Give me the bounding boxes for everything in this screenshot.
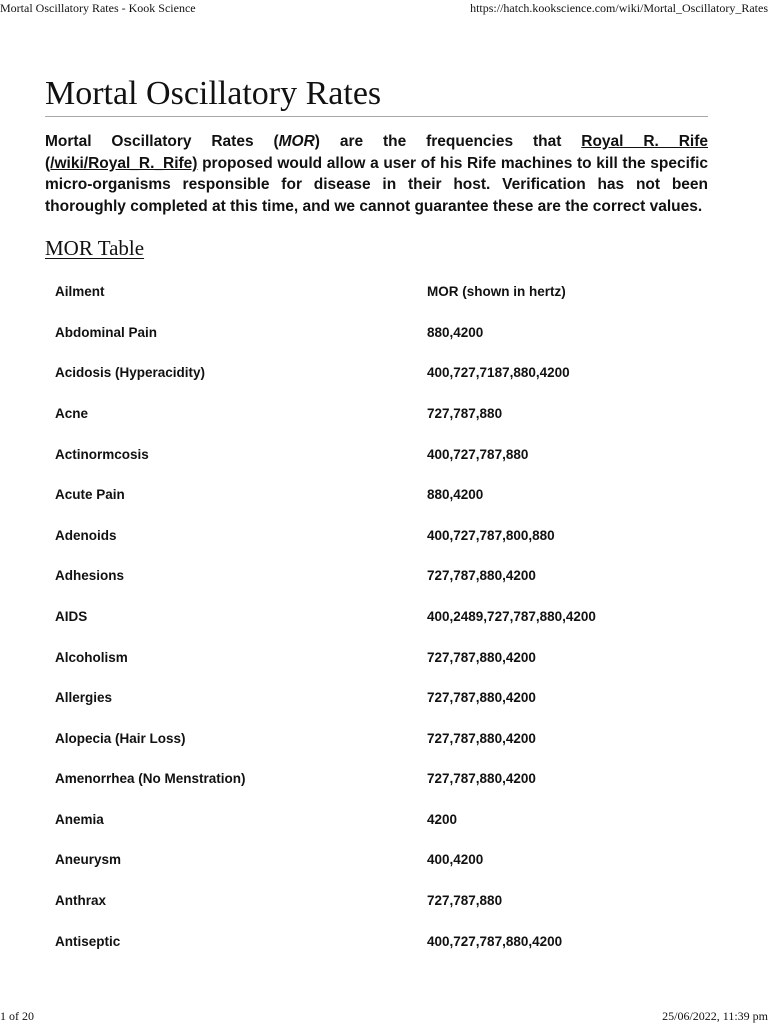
mor-frequency-cell: 400,727,7187,880,4200 [427,365,570,381]
ailment-cell: Actinormcosis [55,446,149,462]
table-row [45,312,708,353]
table-row [45,759,708,800]
mor-frequency-cell: 400,4200 [427,852,484,868]
table-row [45,840,708,881]
print-header-title: Mortal Oscillatory Rates - Kook Science [0,1,196,15]
table-row [45,718,708,759]
mor-table-body [45,312,708,962]
table-row [45,921,708,962]
mor-frequency-cell: 727,787,880 [427,405,503,421]
ailment-cell: Antiseptic [55,933,121,949]
intro-abbreviation: MOR [278,133,315,150]
page-number: 1 of 20 [0,1009,34,1023]
ailment-cell: Allergies [55,690,113,706]
column-header-mor: MOR (shown in hertz) [427,284,566,300]
intro-paragraph [45,131,708,217]
page-title: Mortal Oscillatory Rates [45,74,708,117]
ailment-cell: Alopecia (Hair Loss) [55,730,186,746]
mor-frequency-cell: 400,727,787,880 [427,446,529,462]
mor-frequency-cell: 400,2489,727,787,880,4200 [427,608,596,624]
mor-frequency-cell: 880,4200 [427,487,484,503]
table-header-row [45,271,708,312]
print-datetime: 25/06/2022, 11:39 pm [662,1009,768,1023]
mor-frequency-cell: 880,4200 [427,324,484,340]
table-row [45,596,708,637]
print-footer [0,1008,768,1024]
table-row [45,434,708,475]
mor-frequency-cell: 727,787,880,4200 [427,568,536,584]
table-row [45,393,708,434]
ailment-cell: Anemia [55,811,104,827]
table-row [45,799,708,840]
table-row [45,556,708,597]
article-content [45,74,708,961]
ailment-cell: Amenorrhea (No Menstration) [55,771,246,787]
section-title-mor-table [45,235,708,261]
print-header [0,0,768,16]
mor-frequency-cell: 727,787,880,4200 [427,771,536,787]
intro-text-2: ) are the frequencies that [314,133,582,150]
ailment-cell: AIDS [55,608,88,624]
mor-frequency-cell: 727,787,880,4200 [427,730,536,746]
ailment-cell: Anthrax [55,893,107,909]
table-row [45,880,708,921]
ailment-cell: Acne [55,405,89,421]
ailment-cell: Acute Pain [55,487,125,503]
ailment-cell: Adenoids [55,527,117,543]
mor-frequency-cell: 727,787,880 [427,893,503,909]
table-row [45,474,708,515]
mor-frequency-cell: 727,787,880,4200 [427,649,536,665]
table-row [45,353,708,394]
mor-frequency-cell: 400,727,787,880,4200 [427,933,563,949]
table-row [45,677,708,718]
ailment-cell: Adhesions [55,568,125,584]
mor-table [45,271,708,961]
royal-rife-link[interactable]: Royal R. Rife (/wiki/Royal_R._Rife) [45,133,709,172]
mor-frequency-cell: 4200 [427,811,458,827]
section-title-text: MOR Table [45,236,145,261]
ailment-cell: Alcoholism [55,649,128,665]
intro-text-1: Mortal Oscillatory Rates ( [45,133,279,150]
ailment-cell: Abdominal Pain [55,324,158,340]
table-row [45,637,708,678]
table-row [45,515,708,556]
intro-text-3: proposed would allow a user of his Rife machines to kill the specific micro-organisms responsible for disease in their host. Verification has not been thoroughly completed at this time, and we cannot guarantee these are the correct values. [45,154,708,215]
print-header-url: https://hatch.kookscience.com/wiki/Mortal_Oscillatory_Rates [470,1,768,15]
mor-frequency-cell: 727,787,880,4200 [427,690,536,706]
mor-frequency-cell: 400,727,787,800,880 [427,527,555,543]
ailment-cell: Acidosis (Hyperacidity) [55,365,206,381]
ailment-cell: Aneurysm [55,852,122,868]
column-header-ailment: Ailment [55,284,105,300]
